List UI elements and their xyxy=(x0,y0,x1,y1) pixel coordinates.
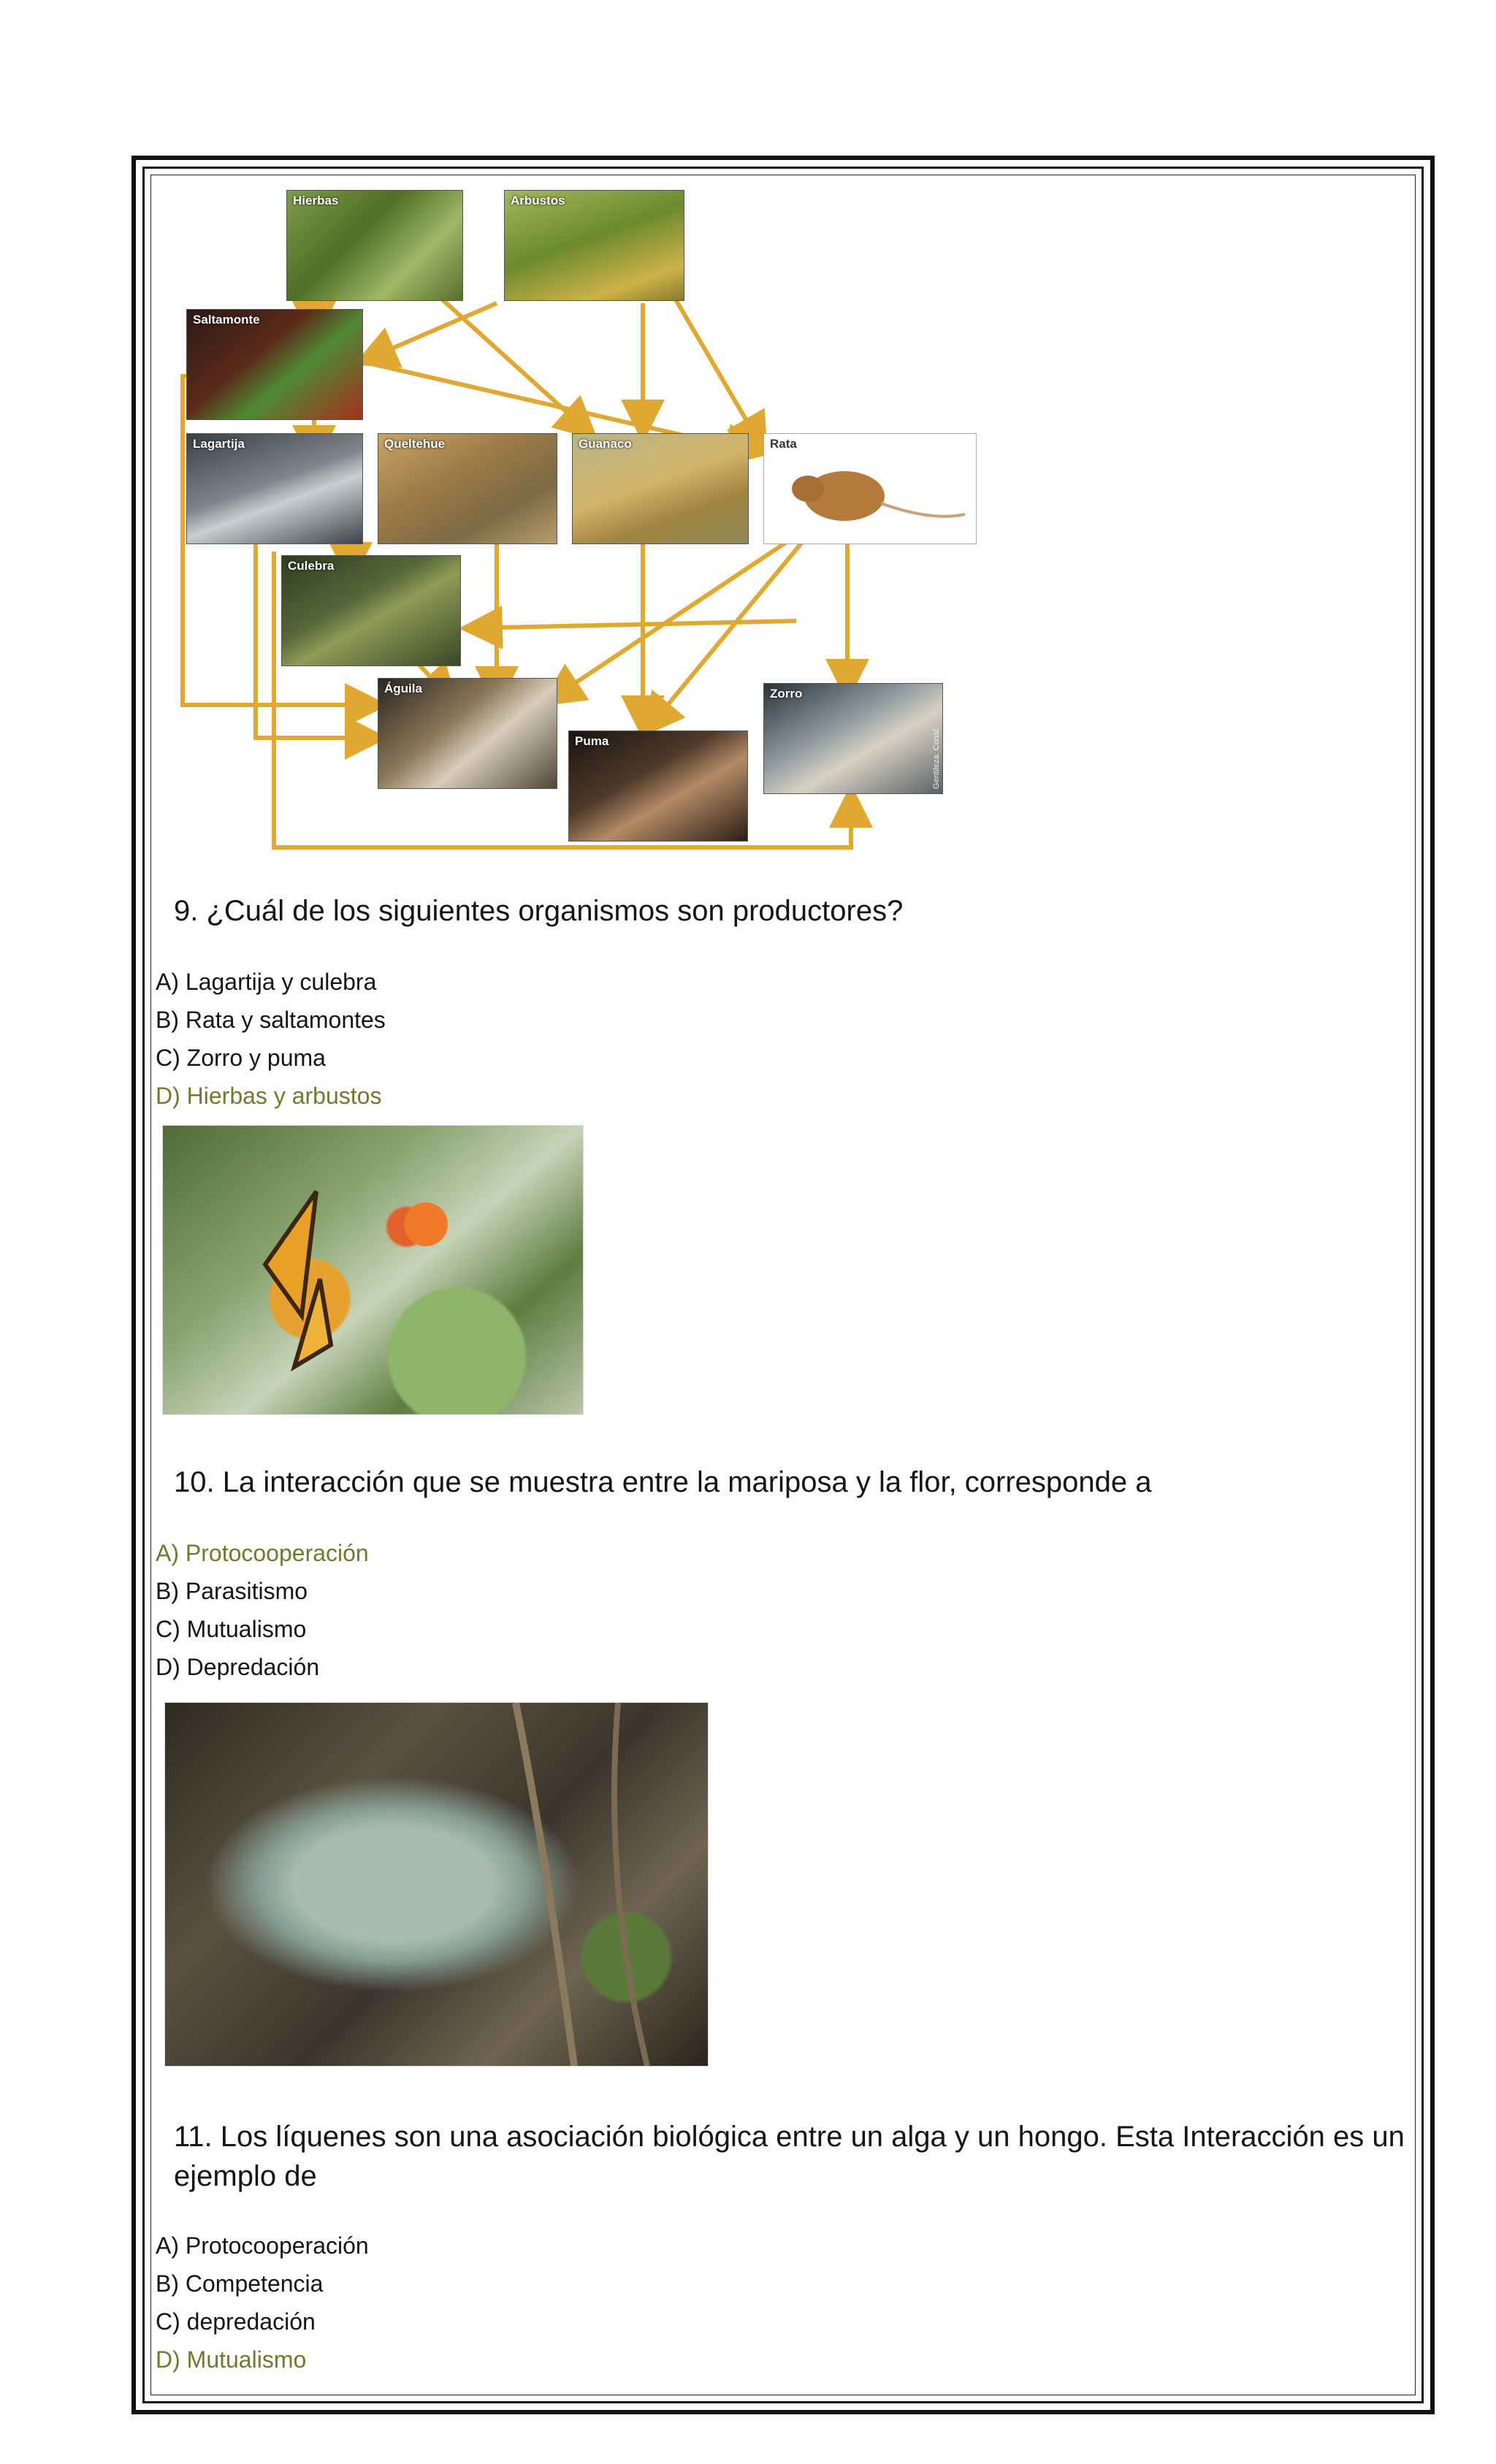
label-zorro: Zorro xyxy=(770,687,803,701)
lichen-photo xyxy=(164,1702,709,2067)
q11-option-c[interactable]: C) depredación xyxy=(156,2308,316,2335)
q11-options xyxy=(156,2227,369,2379)
label-rata: Rata xyxy=(770,437,797,451)
q10-option-c[interactable]: C) Mutualismo xyxy=(156,1616,307,1642)
label-hierbas: Hierbas xyxy=(293,194,339,207)
butterfly-illustration xyxy=(163,1126,583,1414)
tile-zorro xyxy=(763,683,943,794)
label-puma: Puma xyxy=(575,734,609,748)
question-9: 9. ¿Cuál de los siguientes organismos son productores? xyxy=(174,895,904,927)
tile-aguila xyxy=(378,678,557,789)
food-web-diagram xyxy=(161,179,986,858)
q9-option-b[interactable]: B) Rata y saltamontes xyxy=(156,1007,386,1033)
q9-option-c[interactable]: C) Zorro y puma xyxy=(156,1045,326,1071)
photo-credit: Gentileza: Conaf xyxy=(932,729,941,789)
tile-culebra xyxy=(281,555,461,666)
q10-options xyxy=(156,1534,369,1686)
question-11-line-1: 11. Los líquenes son una asociación biológica entre un alga y un hongo. Esta Interacción es un xyxy=(174,2121,1405,2153)
label-aguila: Águila xyxy=(384,682,422,695)
label-guanaco: Guanaco xyxy=(579,437,632,451)
question-11 xyxy=(174,2117,1405,2196)
butterfly-flower-photo xyxy=(162,1125,584,1415)
label-arbustos: Arbustos xyxy=(511,194,565,207)
tile-saltamonte xyxy=(186,309,363,420)
q11-option-b[interactable]: B) Competencia xyxy=(156,2270,324,2297)
question-10: 10. La interacción que se muestra entre la mariposa y la flor, corresponde a xyxy=(174,1466,1152,1498)
q9-option-a[interactable]: A) Lagartija y culebra xyxy=(156,969,377,995)
question-11-line-2: ejemplo de xyxy=(174,2160,317,2192)
vine-illustration xyxy=(165,1703,708,2066)
tile-lagartija xyxy=(186,433,363,544)
tile-hierbas xyxy=(286,190,463,301)
q10-option-b[interactable]: B) Parasitismo xyxy=(156,1578,308,1604)
rat-illustration xyxy=(764,434,976,543)
q9-option-d[interactable]: D) Hierbas y arbustos xyxy=(156,1083,382,1109)
q11-option-a[interactable]: A) Protocooperación xyxy=(156,2232,369,2259)
q10-option-a[interactable]: A) Protocooperación xyxy=(156,1540,369,1566)
q9-options xyxy=(156,963,386,1115)
label-culebra: Culebra xyxy=(288,559,335,573)
tile-queltehue xyxy=(378,433,557,544)
tile-rata xyxy=(763,433,977,544)
tile-arbustos xyxy=(504,190,684,301)
label-lagartija: Lagartija xyxy=(193,437,245,451)
label-saltamonte: Saltamonte xyxy=(193,313,260,327)
label-queltehue: Queltehue xyxy=(384,437,446,451)
q10-option-d[interactable]: D) Depredación xyxy=(156,1654,320,1680)
tile-puma xyxy=(568,731,748,842)
q11-option-d[interactable]: D) Mutualismo xyxy=(156,2346,307,2373)
tile-guanaco xyxy=(572,433,749,544)
